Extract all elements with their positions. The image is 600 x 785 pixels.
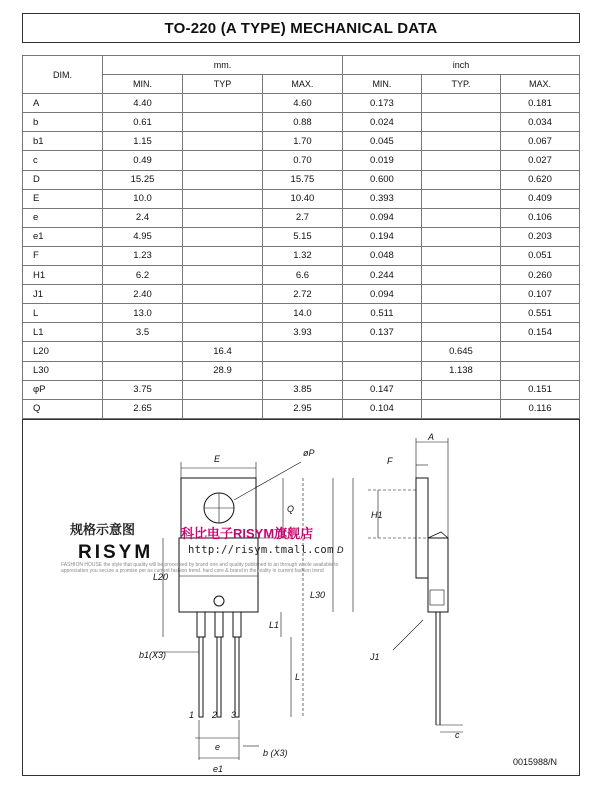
value-cell: 0.094 bbox=[342, 208, 421, 227]
value-cell: 0.61 bbox=[103, 113, 183, 132]
table-row bbox=[23, 304, 580, 323]
watermark-brand: RISYM bbox=[78, 542, 154, 563]
dim-cell: D bbox=[23, 170, 103, 189]
value-cell: 2.4 bbox=[103, 208, 183, 227]
value-cell bbox=[421, 151, 500, 170]
dim-cell: e bbox=[23, 208, 103, 227]
value-cell: 15.25 bbox=[103, 170, 183, 189]
label-F: F bbox=[387, 456, 393, 466]
table-row bbox=[23, 208, 580, 227]
value-cell: 0.094 bbox=[342, 285, 421, 304]
lead-3-shoulder bbox=[233, 612, 241, 637]
value-cell bbox=[183, 380, 263, 399]
value-cell: 0.048 bbox=[342, 246, 421, 265]
value-cell bbox=[421, 94, 500, 113]
value-cell: 0.244 bbox=[342, 266, 421, 285]
value-cell bbox=[183, 113, 263, 132]
value-cell bbox=[342, 342, 421, 361]
value-cell bbox=[262, 361, 342, 380]
value-cell: 0.067 bbox=[500, 132, 579, 151]
value-cell: 0.181 bbox=[500, 94, 579, 113]
table-header-row bbox=[23, 56, 580, 75]
value-cell: 1.15 bbox=[103, 132, 183, 151]
label-e1: e1 bbox=[213, 764, 224, 774]
value-cell: 2.95 bbox=[262, 399, 342, 418]
value-cell: 0.107 bbox=[500, 285, 579, 304]
label-A: A bbox=[428, 432, 435, 442]
value-cell: 0.024 bbox=[342, 113, 421, 132]
table-subheader-row bbox=[23, 75, 580, 94]
table-row bbox=[23, 246, 580, 265]
value-cell: 0.045 bbox=[342, 132, 421, 151]
value-cell: 3.75 bbox=[103, 380, 183, 399]
value-cell: 15.75 bbox=[262, 170, 342, 189]
table-row bbox=[23, 266, 580, 285]
sub-header: TYP. bbox=[421, 75, 500, 94]
value-cell bbox=[183, 227, 263, 246]
value-cell: 0.393 bbox=[342, 189, 421, 208]
value-cell: 0.154 bbox=[500, 323, 579, 342]
label-L20: L20 bbox=[153, 572, 169, 582]
value-cell bbox=[103, 361, 183, 380]
value-cell: 0.104 bbox=[342, 399, 421, 418]
value-cell: 0.194 bbox=[342, 227, 421, 246]
label-D: D bbox=[337, 545, 344, 555]
value-cell bbox=[421, 227, 500, 246]
label-L1: L1 bbox=[269, 620, 280, 630]
value-cell: 2.7 bbox=[262, 208, 342, 227]
table-row bbox=[23, 94, 580, 113]
table-row bbox=[23, 189, 580, 208]
value-cell: 0.88 bbox=[262, 113, 342, 132]
table-row bbox=[23, 132, 580, 151]
dim-cell: e1 bbox=[23, 227, 103, 246]
dim-cell: A bbox=[23, 94, 103, 113]
dim-cell: b1 bbox=[23, 132, 103, 151]
side-tab bbox=[416, 478, 428, 578]
lead-2-shoulder bbox=[215, 612, 223, 637]
value-cell: 3.5 bbox=[103, 323, 183, 342]
mechanical-drawing bbox=[22, 419, 580, 776]
dimension-table bbox=[22, 55, 580, 419]
value-cell bbox=[421, 399, 500, 418]
value-cell bbox=[183, 246, 263, 265]
sub-header: MIN. bbox=[103, 75, 183, 94]
value-cell bbox=[421, 189, 500, 208]
value-cell: 0.106 bbox=[500, 208, 579, 227]
value-cell bbox=[262, 342, 342, 361]
table-row bbox=[23, 361, 580, 380]
table-row bbox=[23, 285, 580, 304]
inch-header: inch bbox=[342, 56, 579, 75]
lead-1-shoulder bbox=[197, 612, 205, 637]
page-title: TO-220 (A TYPE) MECHANICAL DATA bbox=[22, 13, 580, 43]
value-cell bbox=[421, 113, 500, 132]
label-L30: L30 bbox=[310, 590, 326, 600]
value-cell: 0.147 bbox=[342, 380, 421, 399]
value-cell: 28.9 bbox=[183, 361, 263, 380]
sub-header: MIN. bbox=[342, 75, 421, 94]
value-cell: 5.15 bbox=[262, 227, 342, 246]
table-row bbox=[23, 323, 580, 342]
value-cell: 1.70 bbox=[262, 132, 342, 151]
value-cell bbox=[421, 285, 500, 304]
dim-cell: L1 bbox=[23, 323, 103, 342]
watermark-shop: 科比电子RISYM旗舰店 bbox=[181, 526, 314, 541]
value-cell bbox=[183, 399, 263, 418]
value-cell bbox=[421, 208, 500, 227]
drawing-code: 0015988/N bbox=[512, 757, 557, 767]
lead-2 bbox=[217, 637, 221, 717]
value-cell: 13.0 bbox=[103, 304, 183, 323]
table-row bbox=[23, 227, 580, 246]
lead-3 bbox=[235, 637, 239, 717]
value-cell bbox=[183, 151, 263, 170]
dim-cell: Q bbox=[23, 399, 103, 418]
value-cell: 14.0 bbox=[262, 304, 342, 323]
value-cell: 16.4 bbox=[183, 342, 263, 361]
dim-cell: J1 bbox=[23, 285, 103, 304]
dim-header: DIM. bbox=[23, 56, 103, 94]
value-cell: 0.409 bbox=[500, 189, 579, 208]
value-cell: 2.65 bbox=[103, 399, 183, 418]
label-phiP: øP bbox=[303, 448, 315, 458]
value-cell: 0.027 bbox=[500, 151, 579, 170]
value-cell bbox=[183, 132, 263, 151]
side-body bbox=[428, 538, 448, 612]
value-cell bbox=[421, 266, 500, 285]
drawing-svg bbox=[23, 420, 581, 777]
ejector-mark bbox=[214, 596, 224, 606]
dim-cell: L bbox=[23, 304, 103, 323]
dim-cell: H1 bbox=[23, 266, 103, 285]
value-cell bbox=[183, 189, 263, 208]
label-J1: J1 bbox=[370, 652, 380, 662]
value-cell bbox=[421, 304, 500, 323]
dim-cell: L20 bbox=[23, 342, 103, 361]
table-row bbox=[23, 151, 580, 170]
value-cell: 0.034 bbox=[500, 113, 579, 132]
value-cell: 6.6 bbox=[262, 266, 342, 285]
value-cell: 0.645 bbox=[421, 342, 500, 361]
value-cell: 2.40 bbox=[103, 285, 183, 304]
value-cell: 0.051 bbox=[500, 246, 579, 265]
label-Q: Q bbox=[287, 504, 295, 514]
value-cell: 4.60 bbox=[262, 94, 342, 113]
value-cell: 0.260 bbox=[500, 266, 579, 285]
value-cell bbox=[183, 304, 263, 323]
value-cell: 0.70 bbox=[262, 151, 342, 170]
value-cell: 1.138 bbox=[421, 361, 500, 380]
value-cell: 0.019 bbox=[342, 151, 421, 170]
label-b: b (X3) bbox=[263, 748, 288, 758]
value-cell: 4.95 bbox=[103, 227, 183, 246]
value-cell bbox=[183, 323, 263, 342]
watermark-fine-print: FASHION HOUSE the style that quality will be processed by brand one and quality published to an through whole available to appreciation you secure a promise per as current fashion trend. hard core & brand in the reality in current fashion trend bbox=[61, 562, 339, 574]
value-cell: 0.151 bbox=[500, 380, 579, 399]
mm-header: mm. bbox=[103, 56, 343, 75]
value-cell: 0.49 bbox=[103, 151, 183, 170]
value-cell bbox=[500, 342, 579, 361]
label-L: L bbox=[295, 672, 301, 682]
table-row bbox=[23, 113, 580, 132]
dim-cell: L30 bbox=[23, 361, 103, 380]
label-e: e bbox=[215, 742, 221, 752]
value-cell: 2.72 bbox=[262, 285, 342, 304]
value-cell: 4.40 bbox=[103, 94, 183, 113]
label-pin1: 1 bbox=[189, 710, 195, 720]
table-row bbox=[23, 342, 580, 361]
value-cell: 1.23 bbox=[103, 246, 183, 265]
value-cell bbox=[421, 132, 500, 151]
label-pin2: 2 bbox=[212, 710, 218, 720]
value-cell: 6.2 bbox=[103, 266, 183, 285]
value-cell: 0.620 bbox=[500, 170, 579, 189]
value-cell: 3.85 bbox=[262, 380, 342, 399]
value-cell bbox=[183, 94, 263, 113]
table-row bbox=[23, 399, 580, 418]
dim-cell: E bbox=[23, 189, 103, 208]
value-cell bbox=[500, 361, 579, 380]
label-pin3: 3 bbox=[231, 710, 237, 720]
value-cell bbox=[421, 246, 500, 265]
label-b1: b1(X3) bbox=[139, 650, 167, 660]
value-cell bbox=[183, 285, 263, 304]
value-cell: 10.40 bbox=[262, 189, 342, 208]
value-cell: 0.600 bbox=[342, 170, 421, 189]
value-cell: 0.203 bbox=[500, 227, 579, 246]
value-cell bbox=[421, 323, 500, 342]
dim-cell: F bbox=[23, 246, 103, 265]
value-cell bbox=[342, 361, 421, 380]
table-row bbox=[23, 170, 580, 189]
value-cell: 0.116 bbox=[500, 399, 579, 418]
sub-header: MAX. bbox=[500, 75, 579, 94]
value-cell bbox=[183, 266, 263, 285]
label-H1: H1 bbox=[371, 510, 383, 520]
value-cell: 1.32 bbox=[262, 246, 342, 265]
sub-header: TYP bbox=[183, 75, 263, 94]
value-cell: 0.511 bbox=[342, 304, 421, 323]
value-cell: 3.93 bbox=[262, 323, 342, 342]
value-cell: 0.551 bbox=[500, 304, 579, 323]
label-c: c bbox=[455, 730, 460, 740]
sub-header: MAX. bbox=[262, 75, 342, 94]
table-row bbox=[23, 380, 580, 399]
lead-1 bbox=[199, 637, 203, 717]
label-E: E bbox=[214, 454, 221, 464]
dim-cell: φP bbox=[23, 380, 103, 399]
dim-cell: b bbox=[23, 113, 103, 132]
value-cell: 0.173 bbox=[342, 94, 421, 113]
value-cell: 0.137 bbox=[342, 323, 421, 342]
watermark-chinese: 规格示意图 bbox=[70, 522, 136, 537]
value-cell bbox=[183, 208, 263, 227]
value-cell: 10.0 bbox=[103, 189, 183, 208]
dim-cell: c bbox=[23, 151, 103, 170]
value-cell bbox=[421, 170, 500, 189]
watermark-url[interactable]: http://risym.tmall.com bbox=[188, 544, 334, 556]
value-cell bbox=[421, 380, 500, 399]
value-cell bbox=[183, 170, 263, 189]
value-cell bbox=[103, 342, 183, 361]
